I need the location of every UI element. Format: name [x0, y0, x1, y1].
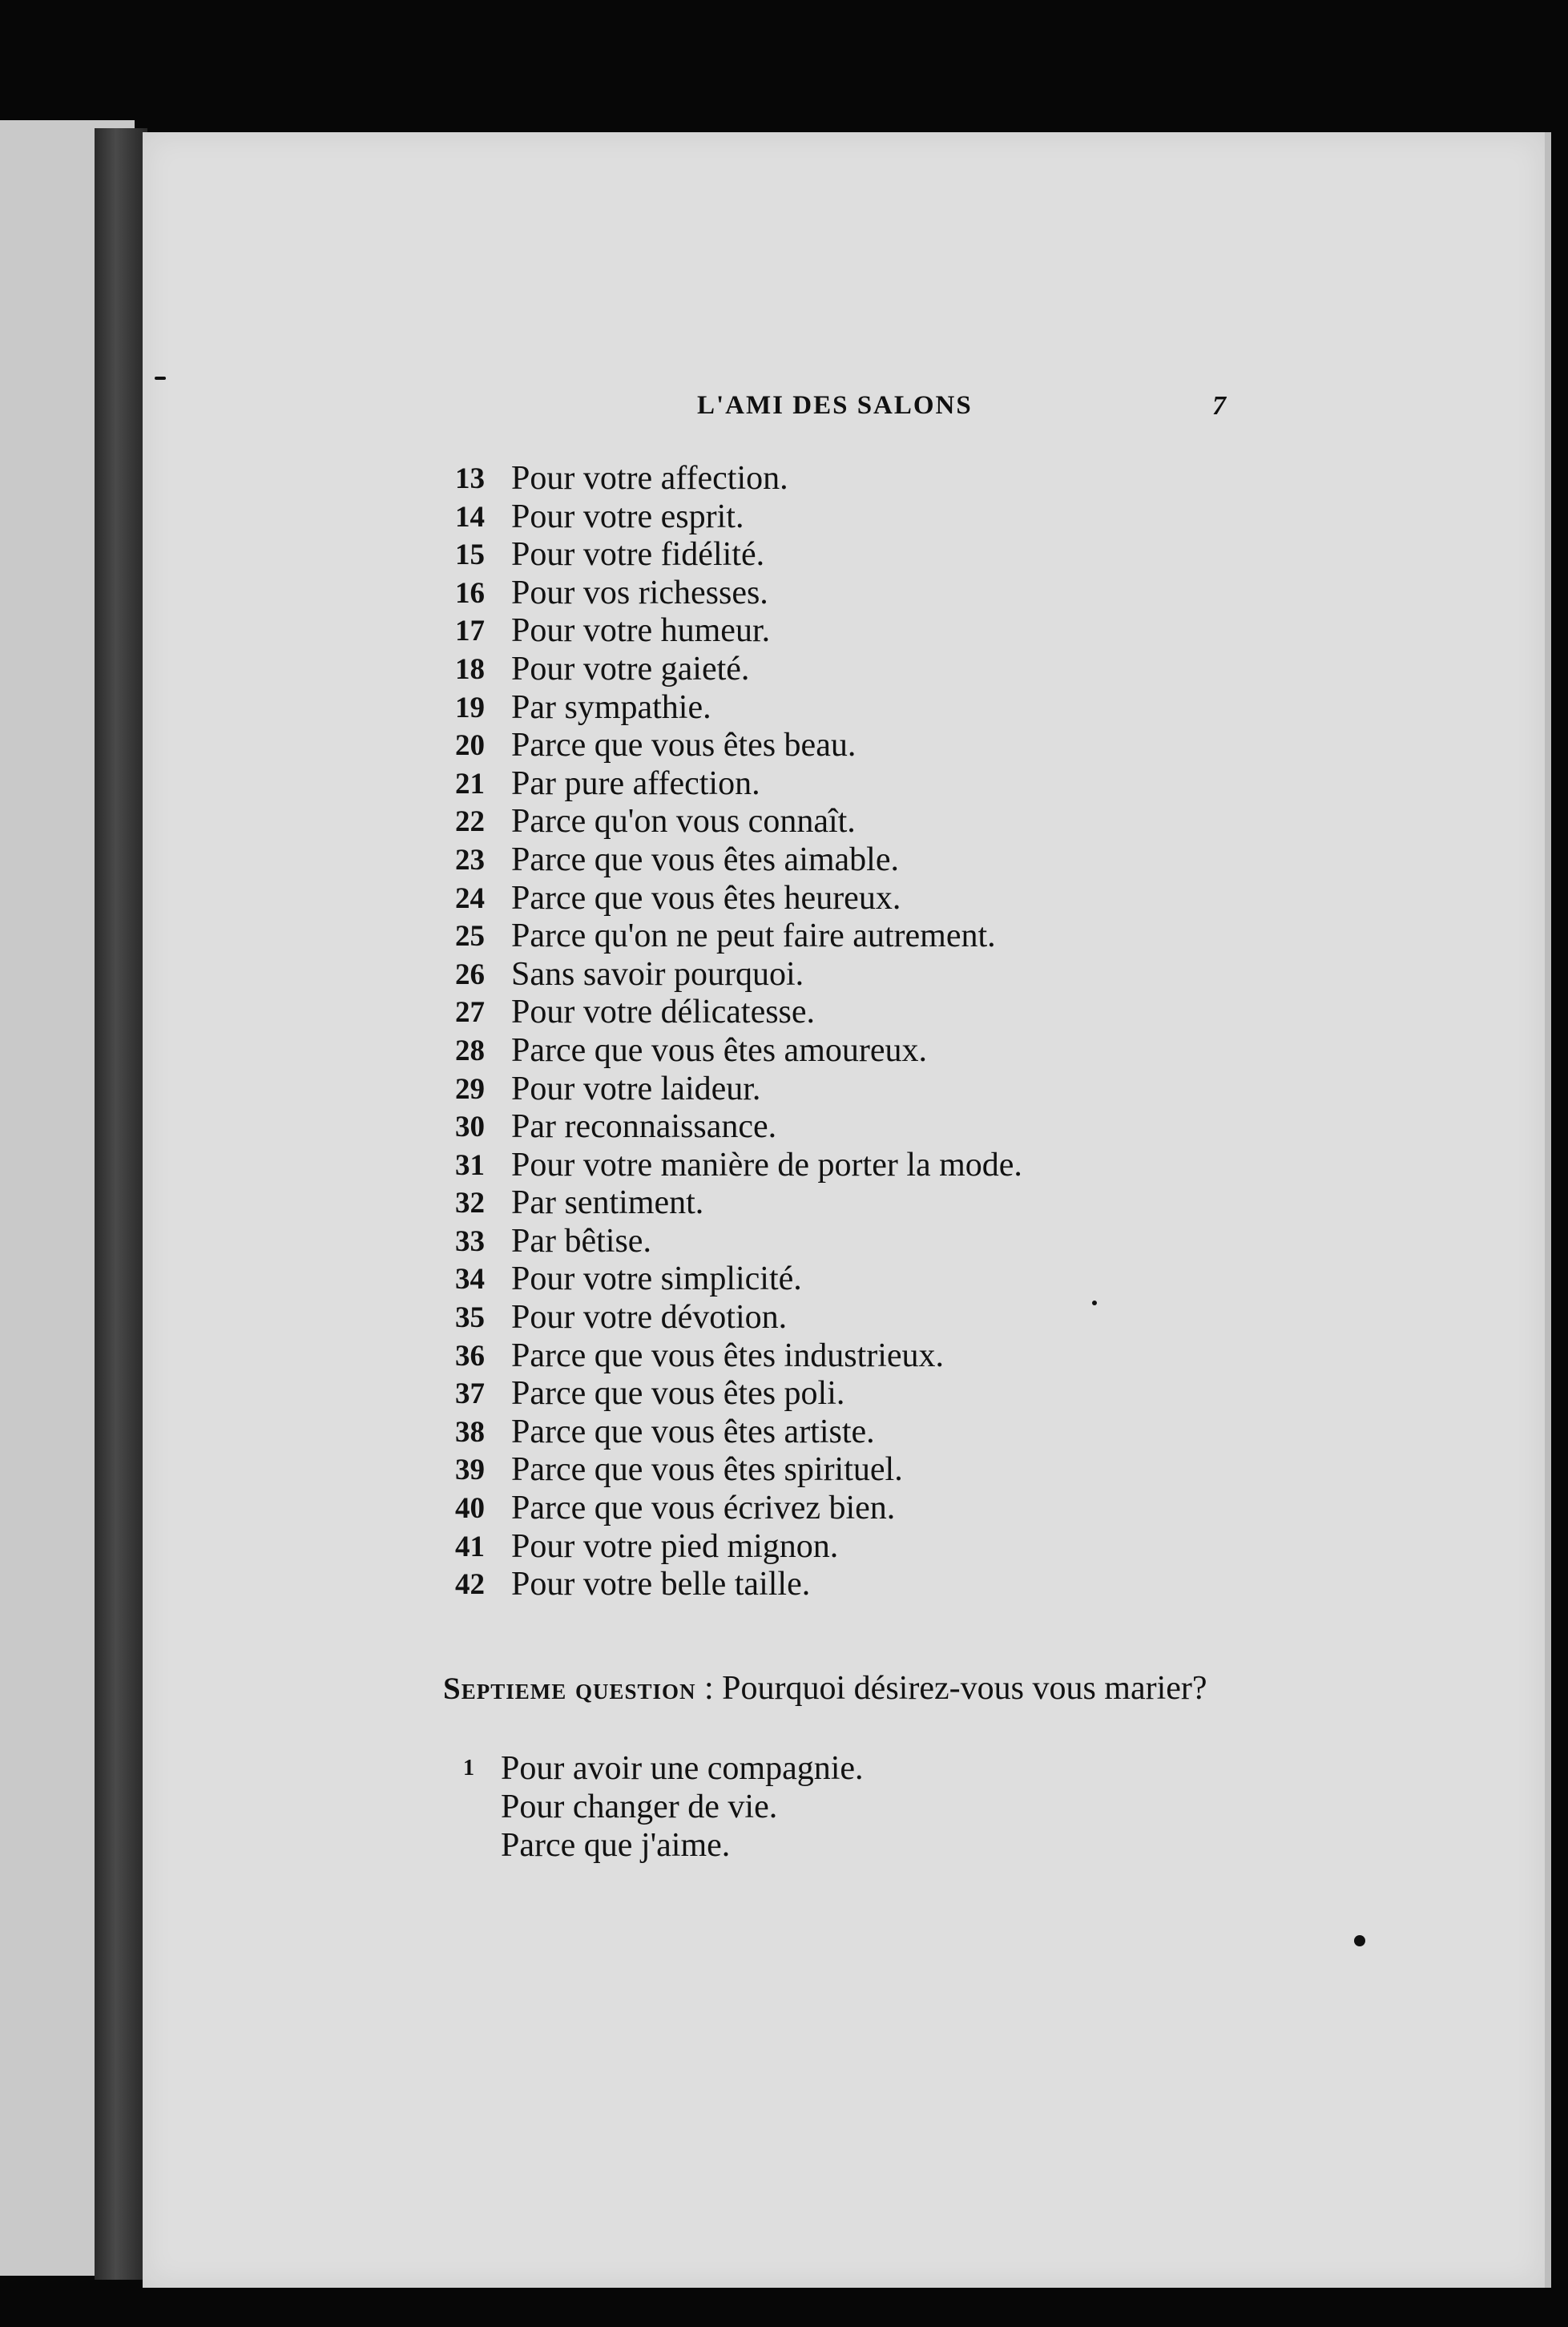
- page-number: 7: [1212, 391, 1226, 421]
- item-number: 15: [455, 538, 485, 572]
- item-number: 22: [455, 805, 485, 839]
- item-number: 28: [455, 1034, 485, 1067]
- item-text: Par sentiment.: [511, 1184, 704, 1222]
- item-number: 35: [455, 1301, 485, 1335]
- item-text: Pour votre belle taille.: [511, 1566, 811, 1603]
- item-number: 29: [455, 1072, 485, 1106]
- item-number: 38: [455, 1415, 485, 1449]
- page-header: [0, 391, 1568, 439]
- book-gutter: [95, 128, 147, 2280]
- item-text: Pour avoir une compagnie.: [501, 1750, 864, 1787]
- item-number: 21: [455, 767, 485, 801]
- item-number: 23: [455, 843, 485, 877]
- item-text: Parce que j'aime.: [501, 1827, 731, 1864]
- question-label: Septieme question: [443, 1672, 696, 1706]
- item-text: Par sympathie.: [511, 688, 711, 726]
- item-text: Sans savoir pourquoi.: [511, 955, 804, 993]
- item-number: 30: [455, 1111, 485, 1144]
- item-number: 25: [455, 920, 485, 954]
- item-number: 20: [455, 729, 485, 763]
- item-number: 31: [455, 1148, 485, 1182]
- item-text: Pour votre laideur.: [511, 1070, 761, 1107]
- item-number: 32: [455, 1187, 485, 1220]
- running-head: L'AMI DES SALONS: [697, 391, 973, 420]
- page: [143, 132, 1551, 2288]
- item-number: 39: [455, 1454, 485, 1487]
- item-text: Pour votre esprit.: [511, 498, 744, 535]
- item-text: Pour vos richesses.: [511, 574, 768, 611]
- item-number: 19: [455, 691, 485, 724]
- item-number: 42: [455, 1568, 485, 1602]
- item-number: 13: [455, 462, 485, 495]
- item-number: 16: [455, 576, 485, 610]
- item-text: Parce qu'on ne peut faire autrement.: [511, 917, 996, 955]
- item-text: Pour votre simplicité.: [511, 1260, 802, 1298]
- item-number: 27: [455, 996, 485, 1030]
- item-number: 24: [455, 881, 485, 915]
- item-number: 41: [455, 1530, 485, 1563]
- ink-speck: [155, 377, 166, 380]
- item-text: Parce que vous êtes amoureux.: [511, 1031, 927, 1069]
- item-text: Par reconnaissance.: [511, 1108, 777, 1146]
- item-number: 26: [455, 958, 485, 991]
- item-number: 34: [455, 1263, 485, 1297]
- question-text: : Pourquoi désirez-vous vous marier?: [704, 1670, 1207, 1707]
- item-text: Parce que vous êtes heureux.: [511, 879, 901, 917]
- item-text: Parce que vous écrivez bien.: [511, 1490, 896, 1527]
- item-number: 37: [455, 1377, 485, 1411]
- item-number: 36: [455, 1339, 485, 1373]
- item-text: Pour votre humeur.: [511, 612, 771, 650]
- item-text: Pour votre affection.: [511, 460, 788, 497]
- item-text: Pour votre manière de porter la mode.: [511, 1146, 1022, 1184]
- item-text: Parce que vous êtes industrieux.: [511, 1337, 945, 1374]
- item-text: Parce que vous êtes spirituel.: [511, 1451, 903, 1489]
- item-number: 14: [455, 500, 485, 534]
- item-text: Pour votre fidélité.: [511, 536, 765, 574]
- item-text: Pour changer de vie.: [501, 1789, 778, 1825]
- item-text: Par bêtise.: [511, 1222, 651, 1260]
- item-text: Parce qu'on vous connaît.: [511, 803, 856, 841]
- item-text: Par pure affection.: [511, 764, 760, 802]
- item-number: 1: [463, 1756, 474, 1781]
- item-text: Parce que vous êtes poli.: [511, 1375, 845, 1413]
- item-text: Pour votre gaieté.: [511, 650, 750, 688]
- item-text: Parce que vous êtes beau.: [511, 727, 857, 764]
- item-text: Parce que vous êtes artiste.: [511, 1413, 875, 1450]
- ink-speck: [1092, 1301, 1097, 1305]
- item-number: 40: [455, 1492, 485, 1526]
- item-text: Pour votre délicatesse.: [511, 994, 816, 1031]
- item-text: Pour votre dévotion.: [511, 1299, 788, 1337]
- item-text: Parce que vous êtes aimable.: [511, 841, 899, 878]
- item-number: 17: [455, 615, 485, 648]
- item-text: Pour votre pied mignon.: [511, 1527, 839, 1565]
- question-paragraph: [407, 1669, 1276, 1708]
- item-number: 33: [455, 1224, 485, 1258]
- item-number: 18: [455, 652, 485, 686]
- ink-speck: [1354, 1935, 1365, 1946]
